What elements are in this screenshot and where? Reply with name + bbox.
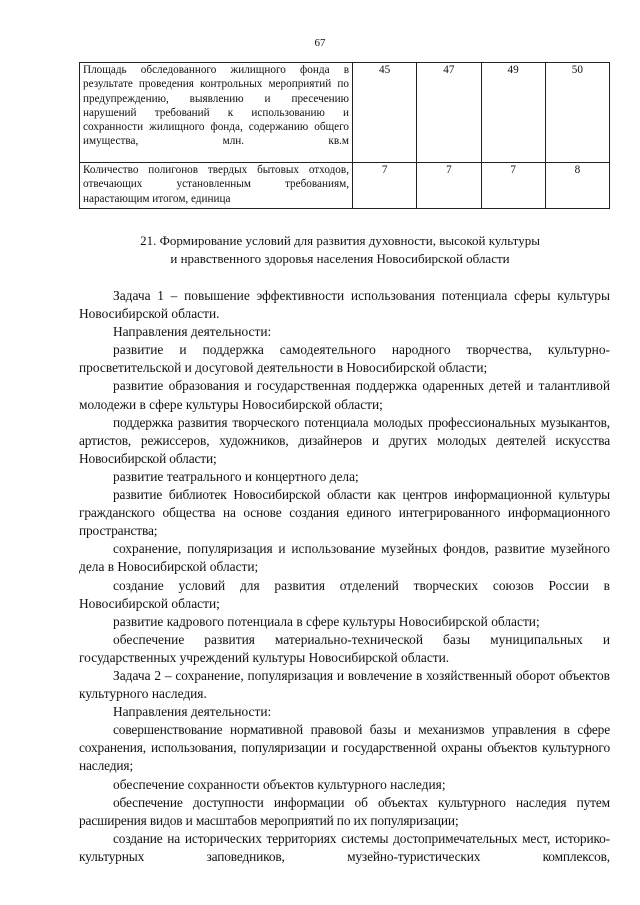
table-cell-value: 45: [353, 63, 417, 163]
paragraph: создание условий для развития отделений творческих союзов России в Новосибирской области;: [79, 577, 610, 611]
paragraph: создание на исторических территориях системы достопримечательных мест, историко-культурных заповедников, музейно-туристических комплексов,: [79, 830, 610, 864]
paragraph: обеспечение доступности информации об объектах культурного наследия путем расширения видов и масштабов мероприятий по их популяризации;: [79, 794, 610, 828]
paragraph: совершенствование нормативной правовой базы и механизмов управления в сфере сохранения, использования, популяризации и государственной охраны объектов культурного наследия;: [79, 722, 610, 774]
paragraph: обеспечение сохранности объектов культурного наследия;: [113, 776, 446, 792]
paragraph: развитие кадрового потенциала в сфере культуры Новосибирской области;: [113, 613, 540, 629]
table-cell-description: Количество полигонов твердых бытовых отходов, отвечающих установленным требованиям, нарастающим итогом, единица: [80, 163, 353, 209]
page-number: 67: [314, 37, 326, 49]
table-cell-value: 49: [481, 63, 545, 163]
table-cell-value: 50: [545, 63, 609, 163]
table-cell-value: 47: [417, 63, 481, 163]
paragraph: сохранение, популяризация и использование музейных фондов, развитие музейного дела в Новосибирской области;: [79, 541, 610, 575]
table-row: [80, 63, 610, 163]
paragraph: Направления деятельности:: [113, 324, 272, 340]
section-heading-line: и нравственного здоровья населения Новосибирской области: [170, 251, 510, 266]
table-cell-value: 7: [417, 163, 481, 209]
paragraph: Задача 1 – повышение эффективности использования потенциала сферы культуры Новосибирской области.: [79, 288, 610, 322]
section-heading: [70, 232, 610, 268]
table-cell-description: Площадь обследованного жилищного фонда в результате проведения контрольных мероприятий по предупреждению, выявлению и пресечению нарушений требований к использованию и сохранности жилищного фонда, содержанию общего имущества, млн. кв.м: [80, 63, 353, 163]
section-body: [79, 287, 610, 866]
paragraph: развитие театрального и концертного дела;: [113, 468, 359, 484]
indicators-table: [79, 62, 610, 209]
table-cell-value: 8: [545, 163, 609, 209]
paragraph: Направления деятельности:: [113, 704, 272, 720]
table-cell-value: 7: [353, 163, 417, 209]
paragraph: развитие и поддержка самодеятельного народного творчества, культурно-просветительской и досуговой деятельности в Новосибирской области;: [79, 342, 610, 376]
paragraph: Задача 2 – сохранение, популяризация и вовлечение в хозяйственный оборот объектов культурного наследия.: [79, 667, 610, 702]
section-heading-line: 21. Формирование условий для развития духовности, высокой культуры: [140, 233, 540, 248]
table-row: [80, 163, 610, 209]
paragraph: развитие образования и государственная поддержка одаренных детей и талантливой молодежи в сфере культуры Новосибирской области;: [79, 378, 610, 412]
paragraph: обеспечение развития материально-технической базы муниципальных и государственных учреждений культуры Новосибирской области.: [79, 631, 610, 665]
table-cell-value: 7: [481, 163, 545, 209]
paragraph: развитие библиотек Новосибирской области как центров информационной культуры гражданского общества на основе создания единого интегрированного информационного пространства;: [79, 487, 610, 539]
paragraph: поддержка развития творческого потенциала молодых профессиональных музыкантов, артистов, режиссеров, художников, дизайнеров и других молодых деятелей искусства Новосибирской области;: [79, 414, 610, 466]
